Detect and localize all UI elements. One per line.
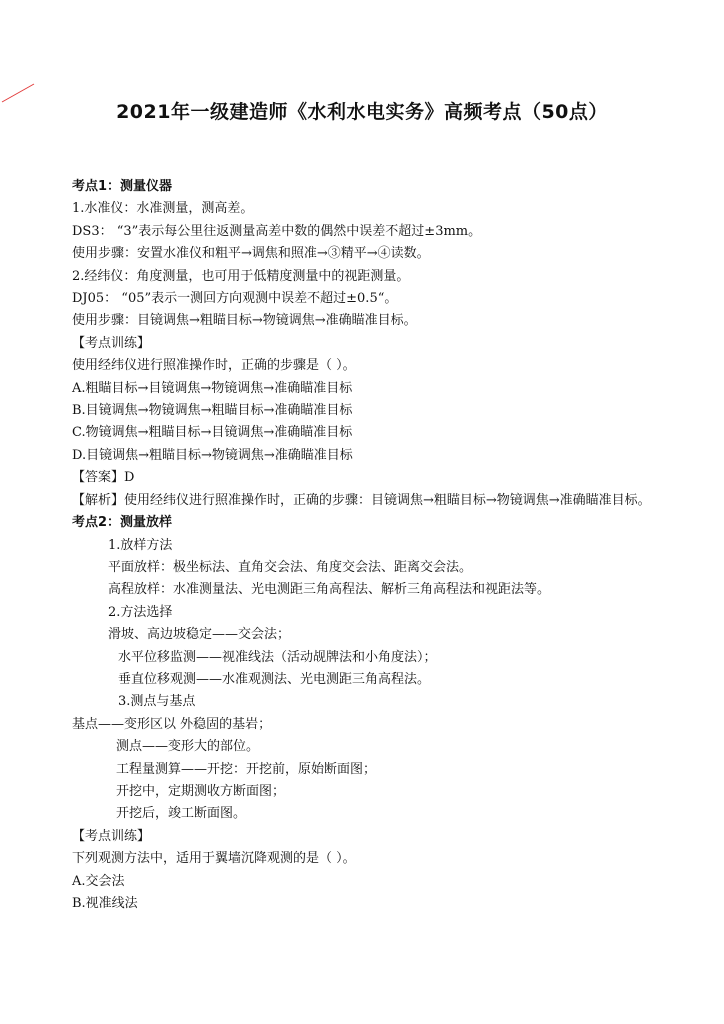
option-b: B.目镜调焦→物镜调焦→粗瞄目标→准确瞄准目标 (72, 403, 353, 419)
body-line: 水平位移监测——视准线法（活动觇牌法和小角度法）； (118, 649, 437, 665)
option-a: A.交会法 (72, 873, 125, 889)
body-line: 2.方法选择 (108, 604, 173, 620)
body-line: 开挖后，竣工断面图。 (116, 806, 247, 822)
body-line: 开挖中，定期测收方断面图； (116, 783, 286, 799)
body-line: 使用步骤：目镜调焦→粗瞄目标→物镜调焦→准确瞄准目标。 (72, 313, 417, 329)
body-line: 测点——变形大的部位。 (116, 739, 260, 755)
answer-line: 【答案】D (72, 470, 135, 486)
document-title: 2021年一级建造师《水利水电实务》高频考点（50点） (116, 101, 608, 123)
explanation-paragraph: 【解析】使用经纬仪进行照准操作时，正确的步骤：目镜调焦→粗瞄目标→物镜调焦→准确瞄准目标。 (72, 492, 651, 508)
section-heading-2: 考点2：测量放样 (72, 515, 173, 531)
body-line: 工程量测算——开挖：开挖前，原始断面图； (116, 761, 377, 777)
section-heading-1: 考点1：测量仪器 (72, 179, 173, 194)
question-text: 使用经纬仪进行照准操作时，正确的步骤是（ ）。 (72, 358, 356, 374)
body-line: 平面放样：极坐标法、直角交会法、角度交会法、距离交会法。 (108, 559, 473, 575)
training-label: 【考点训练】 (72, 828, 151, 844)
body-line: 1.放样方法 (108, 537, 173, 553)
question-text: 下列观测方法中，适用于翼墙沉降观测的是（ ）。 (72, 851, 356, 867)
body-line: 高程放样：水准测量法、光电测距三角高程法、解析三角高程法和视距法等。 (108, 582, 551, 598)
body-line: DS3： “3”表示每公里往返测量高差中数的偶然中误差不超过±3mm。 (72, 223, 482, 239)
body-line: 垂直位移观测——水准观测法、光电测距三角高程法。 (118, 671, 431, 687)
option-b: B.视准线法 (72, 896, 138, 911)
body-line: 2.经纬仪：角度测量，也可用于低精度测量中的视距测量。 (72, 268, 410, 284)
body-line: 滑坡、高边坡稳定——交会法； (108, 627, 291, 643)
body-line: DJ05： “05”表示一测回方向观测中误差不超过±0.5“。 (72, 291, 398, 307)
training-label: 【考点训练】 (72, 335, 151, 351)
body-line: 1.水准仪：水准测量，测高差。 (72, 201, 254, 217)
body-line: 3.测点与基点 (118, 694, 196, 710)
body-line: 基点——变形区以 外稳固的基岩； (72, 716, 272, 732)
option-c: C.物镜调焦→粗瞄目标→目镜调焦→准确瞄准目标 (72, 425, 353, 441)
option-d: D.目镜调焦→粗瞄目标→物镜调焦→准确瞄准目标 (72, 447, 353, 463)
option-a: A.粗瞄目标→目镜调焦→物镜调焦→准确瞄准目标 (72, 380, 353, 396)
body-line: 使用步骤：安置水准仪和粗平→调焦和照准→③精平→④读数。 (72, 246, 430, 262)
document-body (72, 176, 672, 915)
